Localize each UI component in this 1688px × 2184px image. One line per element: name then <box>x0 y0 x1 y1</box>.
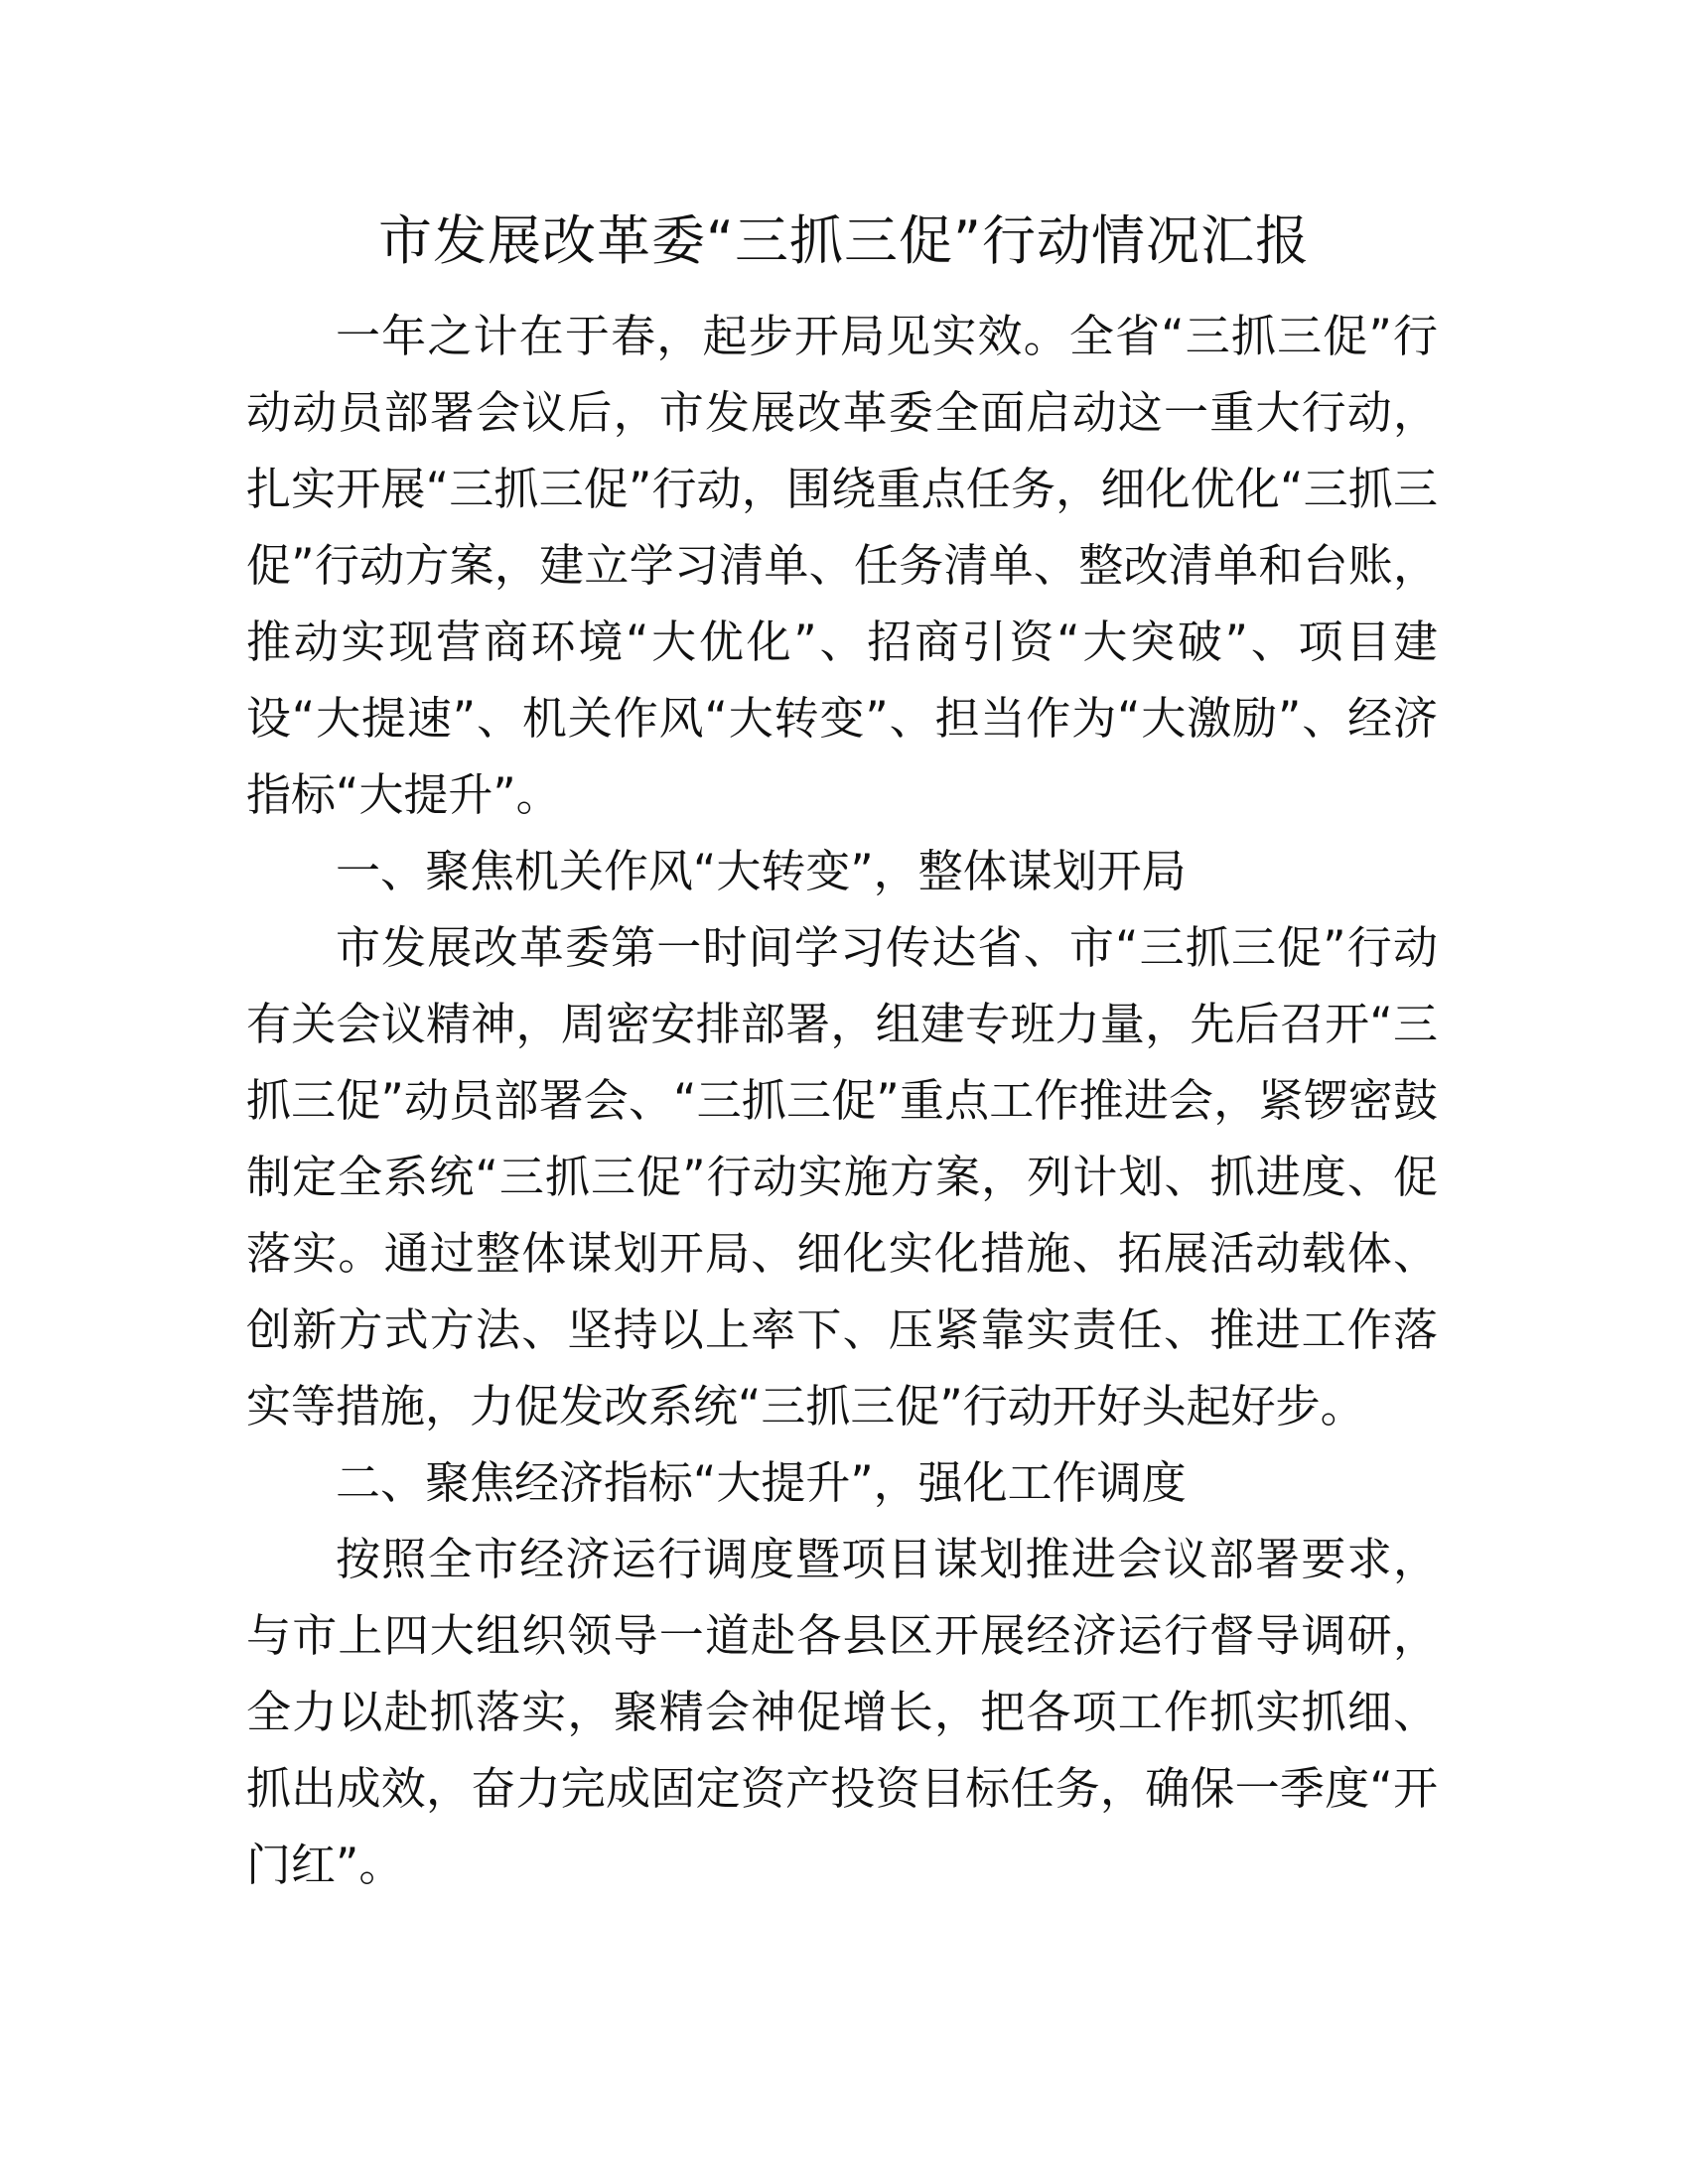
document-body <box>246 298 1438 1903</box>
section-2-paragraph: 按照全市经济运行调度暨项目谋划推进会议部署要求，与市上四大组织领导一道赴各县区开展经济运行督导调研，全力以赴抓落实，聚精会神促增长，把各项工作抓实抓细、抓出成效，奋力完成固定资产投资目标任务，确保一季度“开门红”。 <box>246 1533 1438 1891</box>
section-heading-2: 二、聚焦经济指标“大提升”，强化工作调度 <box>336 1456 1187 1509</box>
section-heading-1: 一、聚焦机关作风“大转变”，整体谋划开局 <box>336 845 1187 897</box>
section-1-paragraph: 市发展改革委第一时间学习传达省、市“三抓三促”行动有关会议精神，周密安排部署，组建专班力量，先后召开“三抓三促”动员部署会、“三抓三促”重点工作推进会，紧锣密鼓制定全系统“三抓三促”行动实施方案，列计划、抓进度、促落实。通过整体谋划开局、细化实化措施、拓展活动载体、创新方式方法、坚持以上率下、压紧靠实责任、推进工作落实等措施，力促发改系统“三抓三促”行动开好头起好步。 <box>246 921 1438 1433</box>
document-title: 市发展改革委“三抓三促”行动情况汇报 <box>378 209 1310 272</box>
intro-paragraph: 一年之计在于春，起步开局见实效。全省“三抓三促”行动动员部署会议后，市发展改革委全面启动这一重大行动，扎实开展“三抓三促”行动，围绕重点任务，细化优化“三抓三促”行动方案，建立学习清单、任务清单、整改清单和台账，推动实现营商环境“大优化”、招商引资“大突破”、项目建设“大提速”、机关作风“大转变”、担当作为“大激励”、经济指标“大提升”。 <box>246 310 1438 821</box>
